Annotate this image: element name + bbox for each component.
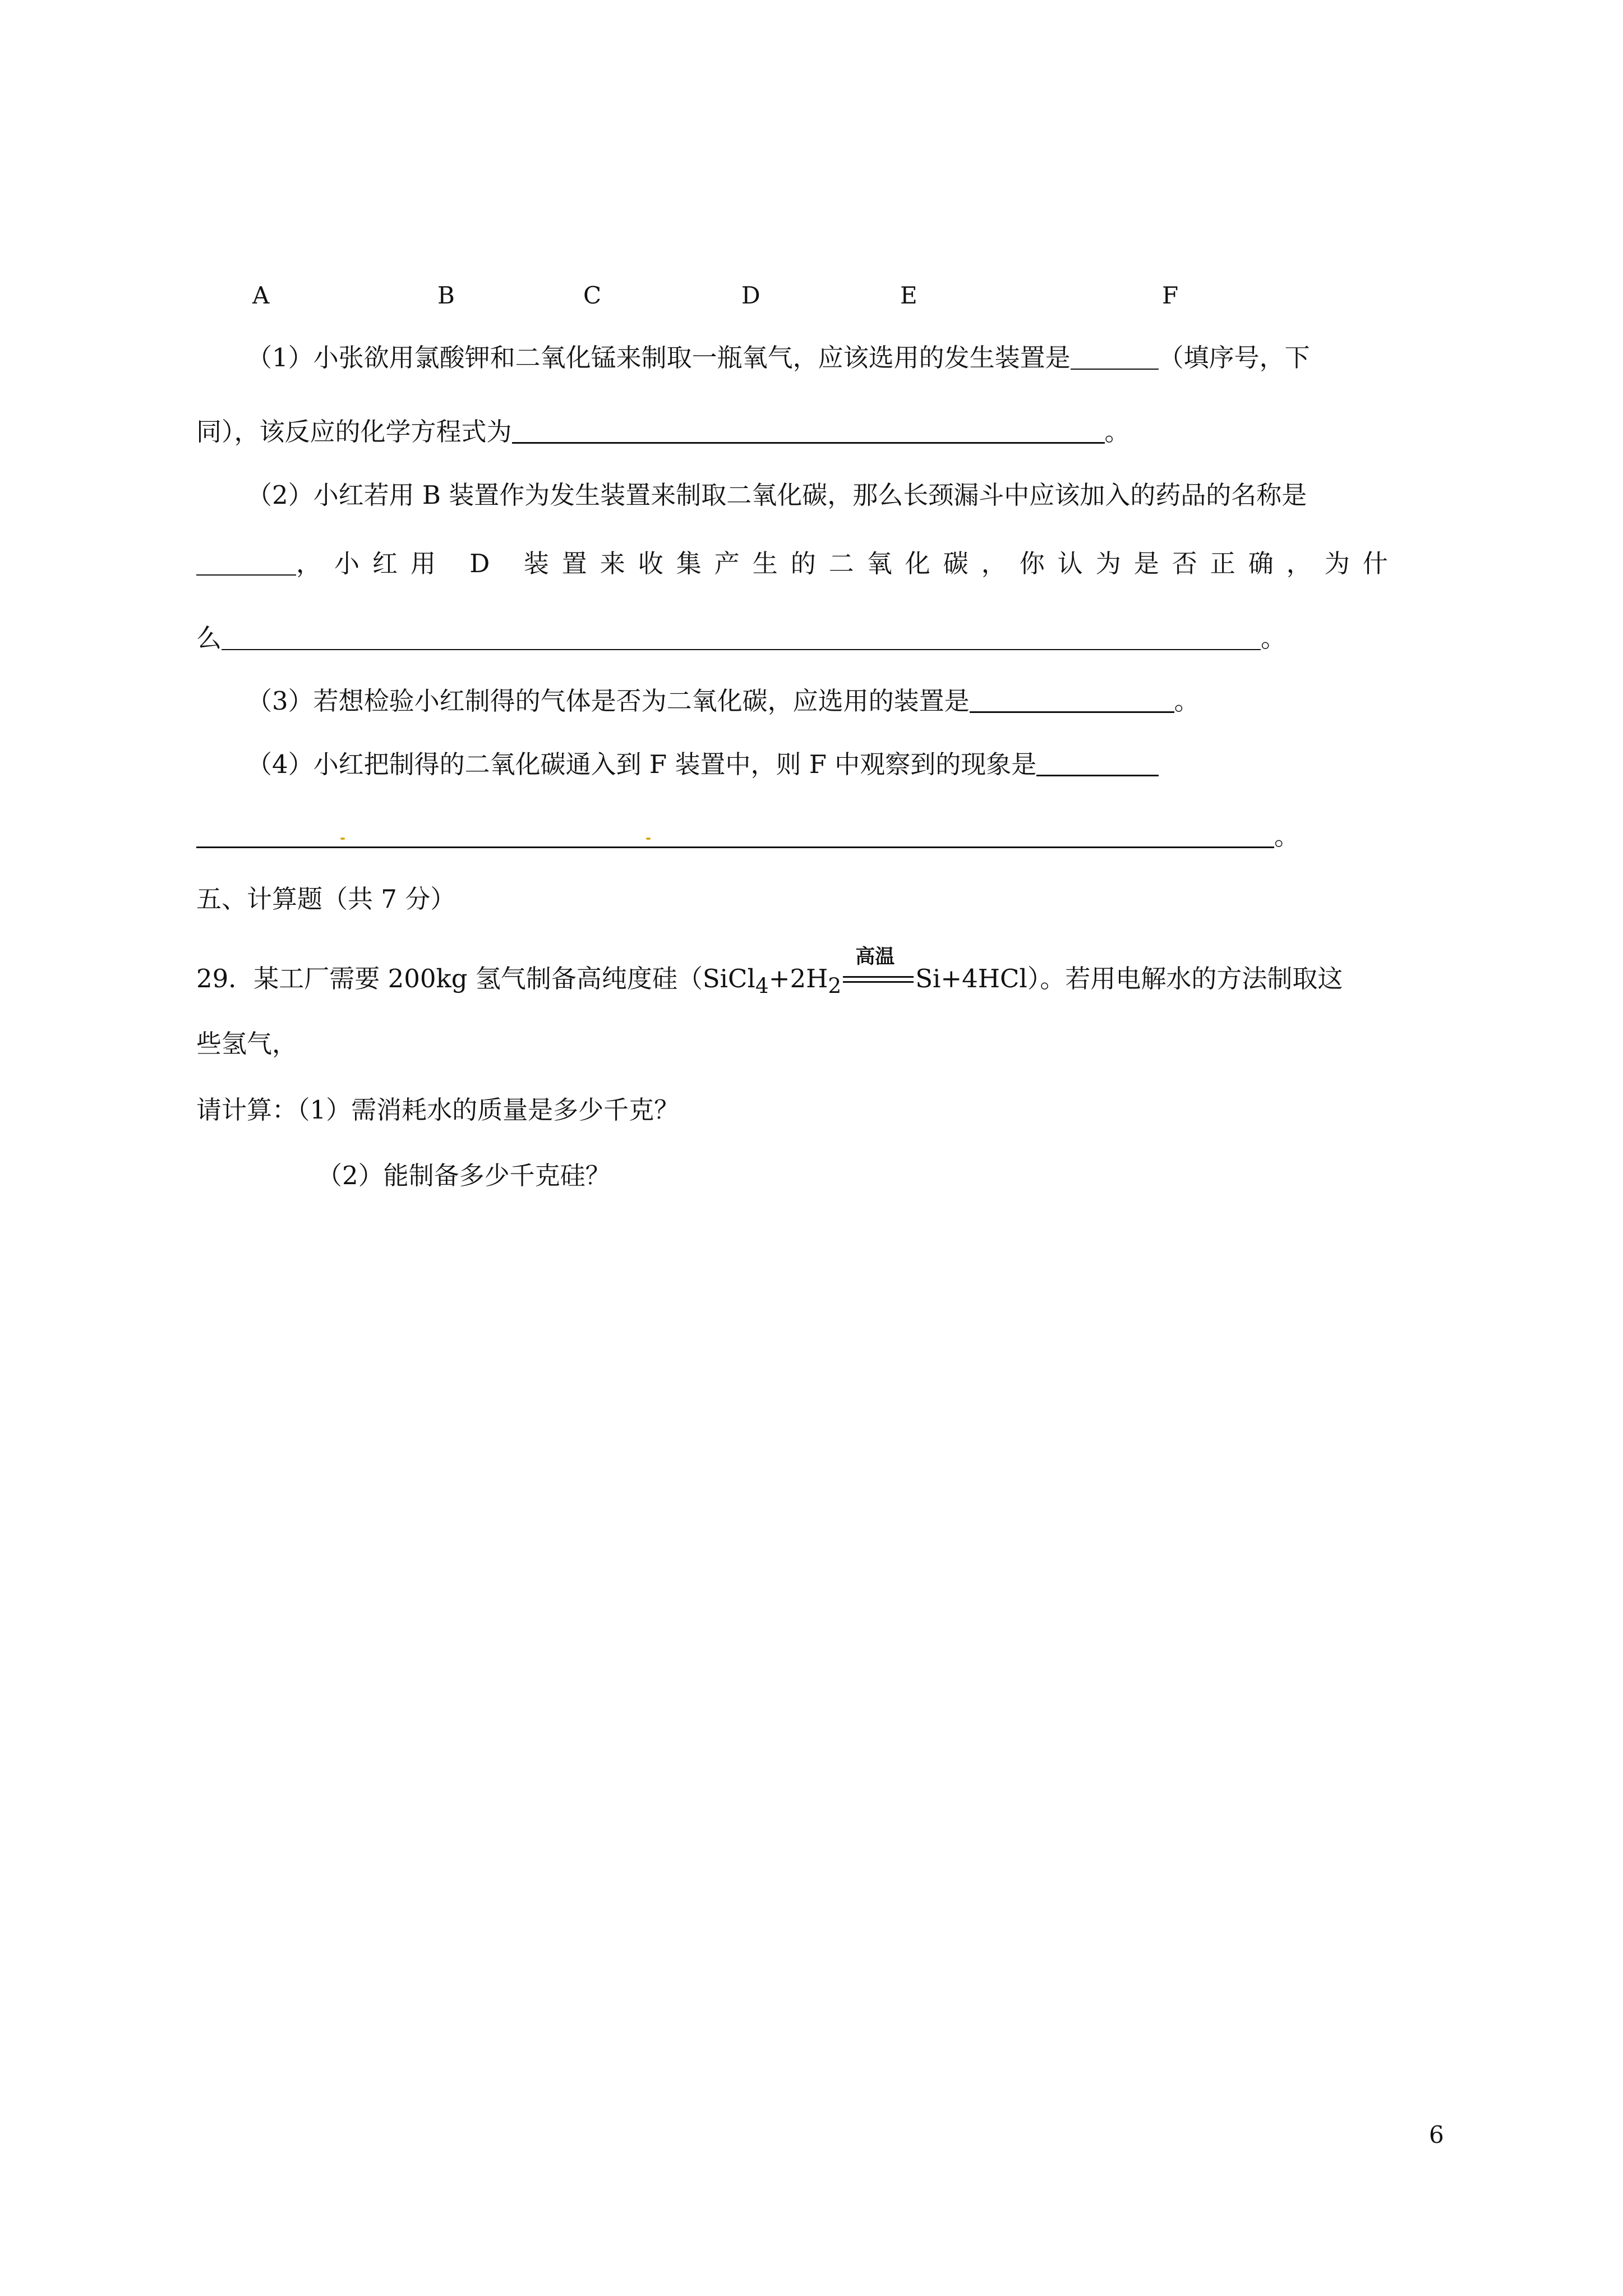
period-1: 。 [1104, 417, 1130, 447]
answer-blank-5[interactable] [970, 688, 1174, 713]
problem-29-calc-line-2: （2）能制备多少千克硅？ [317, 1161, 611, 1190]
hydrogen-term: +2H [768, 964, 828, 993]
equation-rule-lower [843, 981, 914, 983]
question-4-line-1 [247, 748, 1497, 781]
period-4: 。 [1274, 821, 1300, 851]
problem-29-line-2: 些氢气， [196, 1029, 298, 1059]
answer-blank-1[interactable] [1071, 345, 1159, 370]
device-label-d: D [741, 282, 760, 309]
problem-29-line-1 [196, 946, 1447, 1002]
page-number: 6 [1429, 2121, 1444, 2148]
subscript-four: 4 [755, 973, 769, 998]
small-yellow-mark [340, 838, 345, 840]
small-yellow-mark [646, 838, 651, 840]
device-label-a: A [252, 282, 270, 309]
question-2-line-1 [247, 478, 1497, 512]
device-label-f: F [1162, 282, 1179, 309]
question-4-text: （4）小红把制得的二氧化碳通入到 F 装置中，则 F 中观察到的现象是 [247, 749, 1037, 779]
answer-blank-7[interactable] [196, 823, 1274, 848]
question-2-line-3-text: 么 [196, 623, 222, 653]
problem-29-start: 29．某工厂需要 200kg 氢气制备高纯度硅（SiCl [196, 964, 755, 993]
subscript-two: 2 [828, 973, 842, 998]
problem-29-calc-line-1: 请计算：（1）需消耗水的质量是多少千克？ [196, 1095, 680, 1125]
question-1-line-2 [196, 415, 1447, 449]
question-2-text: （2）小红若用 B 装置作为发生装置来制取二氧化碳，那么长颈漏斗中应该加入的药品的名称是 [247, 480, 1307, 510]
question-1-line-1 [247, 341, 1497, 375]
question-2-line-2 [196, 547, 1447, 581]
equation-rule-upper [843, 976, 914, 978]
device-label-b: B [437, 282, 455, 309]
question-3-text: （3）若想检验小红制得的气体是否为二氧化碳，应选用的装置是 [247, 686, 970, 716]
period-2: 。 [1261, 623, 1287, 653]
problem-29-end: Si+4HCl）。若用电解水的方法制取这 [915, 964, 1343, 993]
question-1-equation-label: 同），该反应的化学方程式为 [196, 417, 512, 447]
section-five-title: 五、计算题（共 7 分） [196, 884, 456, 914]
high-temperature-condition: 高温 [855, 946, 895, 968]
answer-blank-3[interactable] [196, 551, 296, 576]
answer-blank-4[interactable] [222, 625, 1261, 650]
question-2-continuation: ，小红用 D 装置来收集产生的二氧化碳，你认为是否正确，为什 [296, 549, 1401, 578]
answer-blank-2[interactable] [512, 418, 1105, 444]
period-3: 。 [1174, 686, 1200, 716]
question-1-text: （1）小张欲用氯酸钾和二氧化锰来制取一瓶氧气，应该选用的发生装置是 [247, 343, 1071, 372]
question-4-line-2 [196, 820, 1447, 853]
question-2-line-3 [196, 622, 1447, 655]
device-label-e: E [900, 282, 917, 309]
question-3-line [247, 684, 1497, 718]
reaction-condition-sign [843, 946, 914, 990]
question-1-tail: （填序号，下 [1158, 343, 1310, 372]
device-label-c: C [583, 282, 602, 309]
answer-blank-6[interactable] [1036, 751, 1159, 776]
